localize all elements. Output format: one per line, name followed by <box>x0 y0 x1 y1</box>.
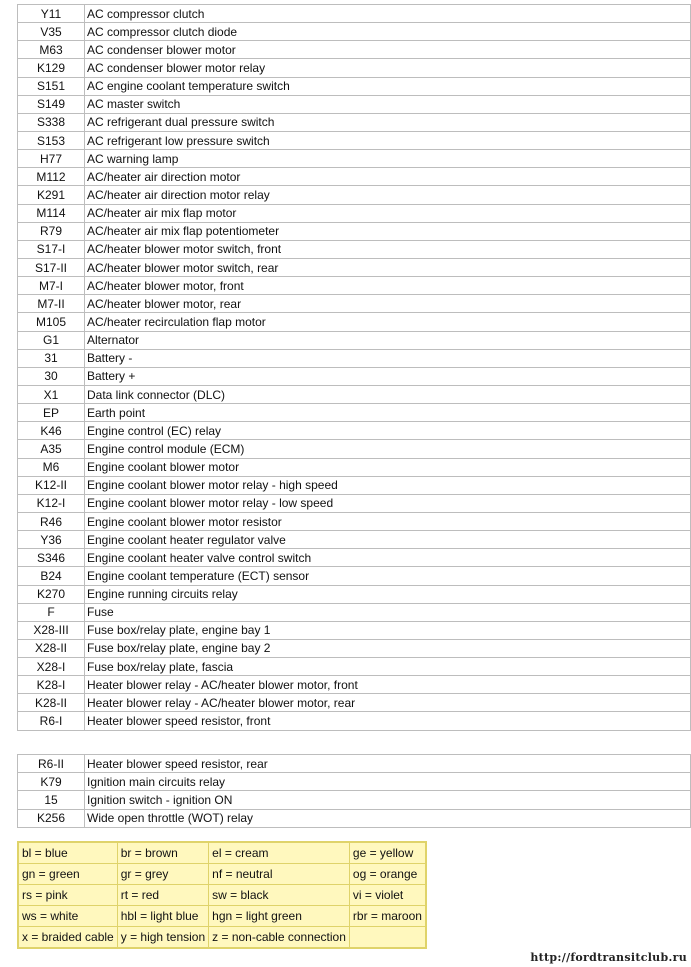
component-name: Battery - <box>85 349 691 367</box>
legend-cell: nf = neutral <box>209 864 350 885</box>
component-name: AC refrigerant dual pressure switch <box>85 113 691 131</box>
component-code: K256 <box>18 809 85 827</box>
component-code: M7-II <box>18 295 85 313</box>
component-name: Battery + <box>85 367 691 385</box>
component-code: K12-II <box>18 476 85 494</box>
legend-cell: ws = white <box>18 906 117 927</box>
table-row <box>18 603 691 621</box>
component-name: Fuse box/relay plate, engine bay 1 <box>85 621 691 639</box>
table-row <box>18 131 691 149</box>
component-name: AC condenser blower motor relay <box>85 59 691 77</box>
component-name: Fuse <box>85 603 691 621</box>
table-row <box>18 277 691 295</box>
table-row <box>18 621 691 639</box>
component-code: K129 <box>18 59 85 77</box>
legend-cell: gr = grey <box>117 864 208 885</box>
component-name: AC/heater air direction motor <box>85 168 691 186</box>
table-row <box>18 23 691 41</box>
component-code: X28-II <box>18 639 85 657</box>
component-code: K46 <box>18 422 85 440</box>
table-row <box>18 95 691 113</box>
component-code: R6-II <box>18 755 85 773</box>
legend-cell: hbl = light blue <box>117 906 208 927</box>
component-code: B24 <box>18 567 85 585</box>
legend-cell: og = orange <box>349 864 426 885</box>
table-row <box>18 349 691 367</box>
component-code: S17-I <box>18 240 85 258</box>
legend-cell: y = high tension <box>117 927 208 949</box>
component-name: Heater blower relay - AC/heater blower motor, rear <box>85 694 691 712</box>
component-name: AC engine coolant temperature switch <box>85 77 691 95</box>
component-code: K12-I <box>18 494 85 512</box>
legend-row <box>18 885 426 906</box>
table-row <box>18 791 691 809</box>
table-row <box>18 639 691 657</box>
table-row <box>18 585 691 603</box>
component-name: AC master switch <box>85 95 691 113</box>
legend-cell: vi = violet <box>349 885 426 906</box>
component-name: AC condenser blower motor <box>85 41 691 59</box>
component-code: R79 <box>18 222 85 240</box>
table-row <box>18 567 691 585</box>
legend-cell: hgn = light green <box>209 906 350 927</box>
component-name: Engine coolant blower motor resistor <box>85 512 691 530</box>
table-row <box>18 385 691 403</box>
legend-cell: el = cream <box>209 842 350 864</box>
table-row <box>18 331 691 349</box>
legend-cell: rt = red <box>117 885 208 906</box>
component-code: 31 <box>18 349 85 367</box>
component-name: Engine coolant heater regulator valve <box>85 531 691 549</box>
legend-cell <box>349 927 426 949</box>
table-row <box>18 404 691 422</box>
legend-cell: br = brown <box>117 842 208 864</box>
component-name: Engine coolant heater valve control switch <box>85 549 691 567</box>
component-code: Y11 <box>18 5 85 23</box>
table-row <box>18 694 691 712</box>
component-table <box>17 4 691 731</box>
table-row <box>18 59 691 77</box>
component-name: AC warning lamp <box>85 150 691 168</box>
table-row <box>18 755 691 773</box>
component-code: F <box>18 603 85 621</box>
table-row <box>18 295 691 313</box>
component-name: Wide open throttle (WOT) relay <box>85 809 691 827</box>
component-code: M114 <box>18 204 85 222</box>
table-row <box>18 258 691 276</box>
component-code: X28-I <box>18 658 85 676</box>
legend-cell: rbr = maroon <box>349 906 426 927</box>
component-name: Heater blower speed resistor, front <box>85 712 691 730</box>
component-name: AC/heater blower motor, front <box>85 277 691 295</box>
component-code: S153 <box>18 131 85 149</box>
watermark: http://fordtransitclub.ru <box>530 951 687 964</box>
component-code: M6 <box>18 458 85 476</box>
component-code: M7-I <box>18 277 85 295</box>
component-code: S338 <box>18 113 85 131</box>
table-row <box>18 168 691 186</box>
component-code: K291 <box>18 186 85 204</box>
table-row <box>18 476 691 494</box>
table-row <box>18 773 691 791</box>
component-name: Engine coolant blower motor relay - high speed <box>85 476 691 494</box>
component-code: 15 <box>18 791 85 809</box>
component-name: AC/heater air mix flap motor <box>85 204 691 222</box>
component-code: H77 <box>18 150 85 168</box>
component-code: S17-II <box>18 258 85 276</box>
table-row <box>18 5 691 23</box>
component-name: Engine control (EC) relay <box>85 422 691 440</box>
table-row <box>18 440 691 458</box>
component-name: AC refrigerant low pressure switch <box>85 131 691 149</box>
component-name: AC/heater air direction motor relay <box>85 186 691 204</box>
table-row <box>18 531 691 549</box>
legend-cell: x = braided cable <box>18 927 117 949</box>
table-row <box>18 809 691 827</box>
component-code: K79 <box>18 773 85 791</box>
legend-cell: bl = blue <box>18 842 117 864</box>
table-row <box>18 494 691 512</box>
component-code: X28-III <box>18 621 85 639</box>
legend-cell: gn = green <box>18 864 117 885</box>
component-code: EP <box>18 404 85 422</box>
component-code: R6-I <box>18 712 85 730</box>
table-row <box>18 512 691 530</box>
component-name: Earth point <box>85 404 691 422</box>
component-code: Y36 <box>18 531 85 549</box>
legend-cell: sw = black <box>209 885 350 906</box>
legend-cell: z = non-cable connection <box>209 927 350 949</box>
table-row <box>18 186 691 204</box>
component-name: AC/heater blower motor switch, rear <box>85 258 691 276</box>
legend-cell: rs = pink <box>18 885 117 906</box>
component-code: M105 <box>18 313 85 331</box>
component-code: M112 <box>18 168 85 186</box>
component-table-continued <box>17 754 691 828</box>
component-name: Ignition switch - ignition ON <box>85 791 691 809</box>
table-row <box>18 77 691 95</box>
component-name: Engine coolant blower motor <box>85 458 691 476</box>
component-code: S346 <box>18 549 85 567</box>
table-row <box>18 422 691 440</box>
table-row <box>18 458 691 476</box>
legend-row <box>18 906 426 927</box>
component-name: AC/heater blower motor, rear <box>85 295 691 313</box>
component-name: Engine control module (ECM) <box>85 440 691 458</box>
component-code: X1 <box>18 385 85 403</box>
component-code: A35 <box>18 440 85 458</box>
component-name: Engine running circuits relay <box>85 585 691 603</box>
component-name: Engine coolant temperature (ECT) sensor <box>85 567 691 585</box>
component-name: Ignition main circuits relay <box>85 773 691 791</box>
component-code: 30 <box>18 367 85 385</box>
table-row <box>18 222 691 240</box>
component-code: S149 <box>18 95 85 113</box>
component-name: AC/heater air mix flap potentiometer <box>85 222 691 240</box>
component-name: Fuse box/relay plate, engine bay 2 <box>85 639 691 657</box>
component-code: S151 <box>18 77 85 95</box>
legend-row <box>18 864 426 885</box>
component-code: K28-II <box>18 694 85 712</box>
table-row <box>18 676 691 694</box>
table-row <box>18 712 691 730</box>
table-row <box>18 313 691 331</box>
component-code: R46 <box>18 512 85 530</box>
table-row <box>18 41 691 59</box>
component-name: Heater blower relay - AC/heater blower motor, front <box>85 676 691 694</box>
component-name: Engine coolant blower motor relay - low speed <box>85 494 691 512</box>
table-row <box>18 658 691 676</box>
component-name: Fuse box/relay plate, fascia <box>85 658 691 676</box>
legend-cell: ge = yellow <box>349 842 426 864</box>
component-name: AC compressor clutch <box>85 5 691 23</box>
component-code: G1 <box>18 331 85 349</box>
component-name: Alternator <box>85 331 691 349</box>
component-name: AC/heater recirculation flap motor <box>85 313 691 331</box>
component-name: Heater blower speed resistor, rear <box>85 755 691 773</box>
table-row <box>18 549 691 567</box>
component-name: Data link connector (DLC) <box>85 385 691 403</box>
component-name: AC compressor clutch diode <box>85 23 691 41</box>
legend-row <box>18 842 426 864</box>
table-row <box>18 367 691 385</box>
component-code: K270 <box>18 585 85 603</box>
legend-row <box>18 927 426 949</box>
component-code: V35 <box>18 23 85 41</box>
component-name: AC/heater blower motor switch, front <box>85 240 691 258</box>
component-code: M63 <box>18 41 85 59</box>
table-row <box>18 150 691 168</box>
table-cut-edge <box>17 730 691 733</box>
table-row <box>18 240 691 258</box>
table-row <box>18 113 691 131</box>
wire-color-legend <box>17 841 427 949</box>
table-row <box>18 204 691 222</box>
component-code: K28-I <box>18 676 85 694</box>
